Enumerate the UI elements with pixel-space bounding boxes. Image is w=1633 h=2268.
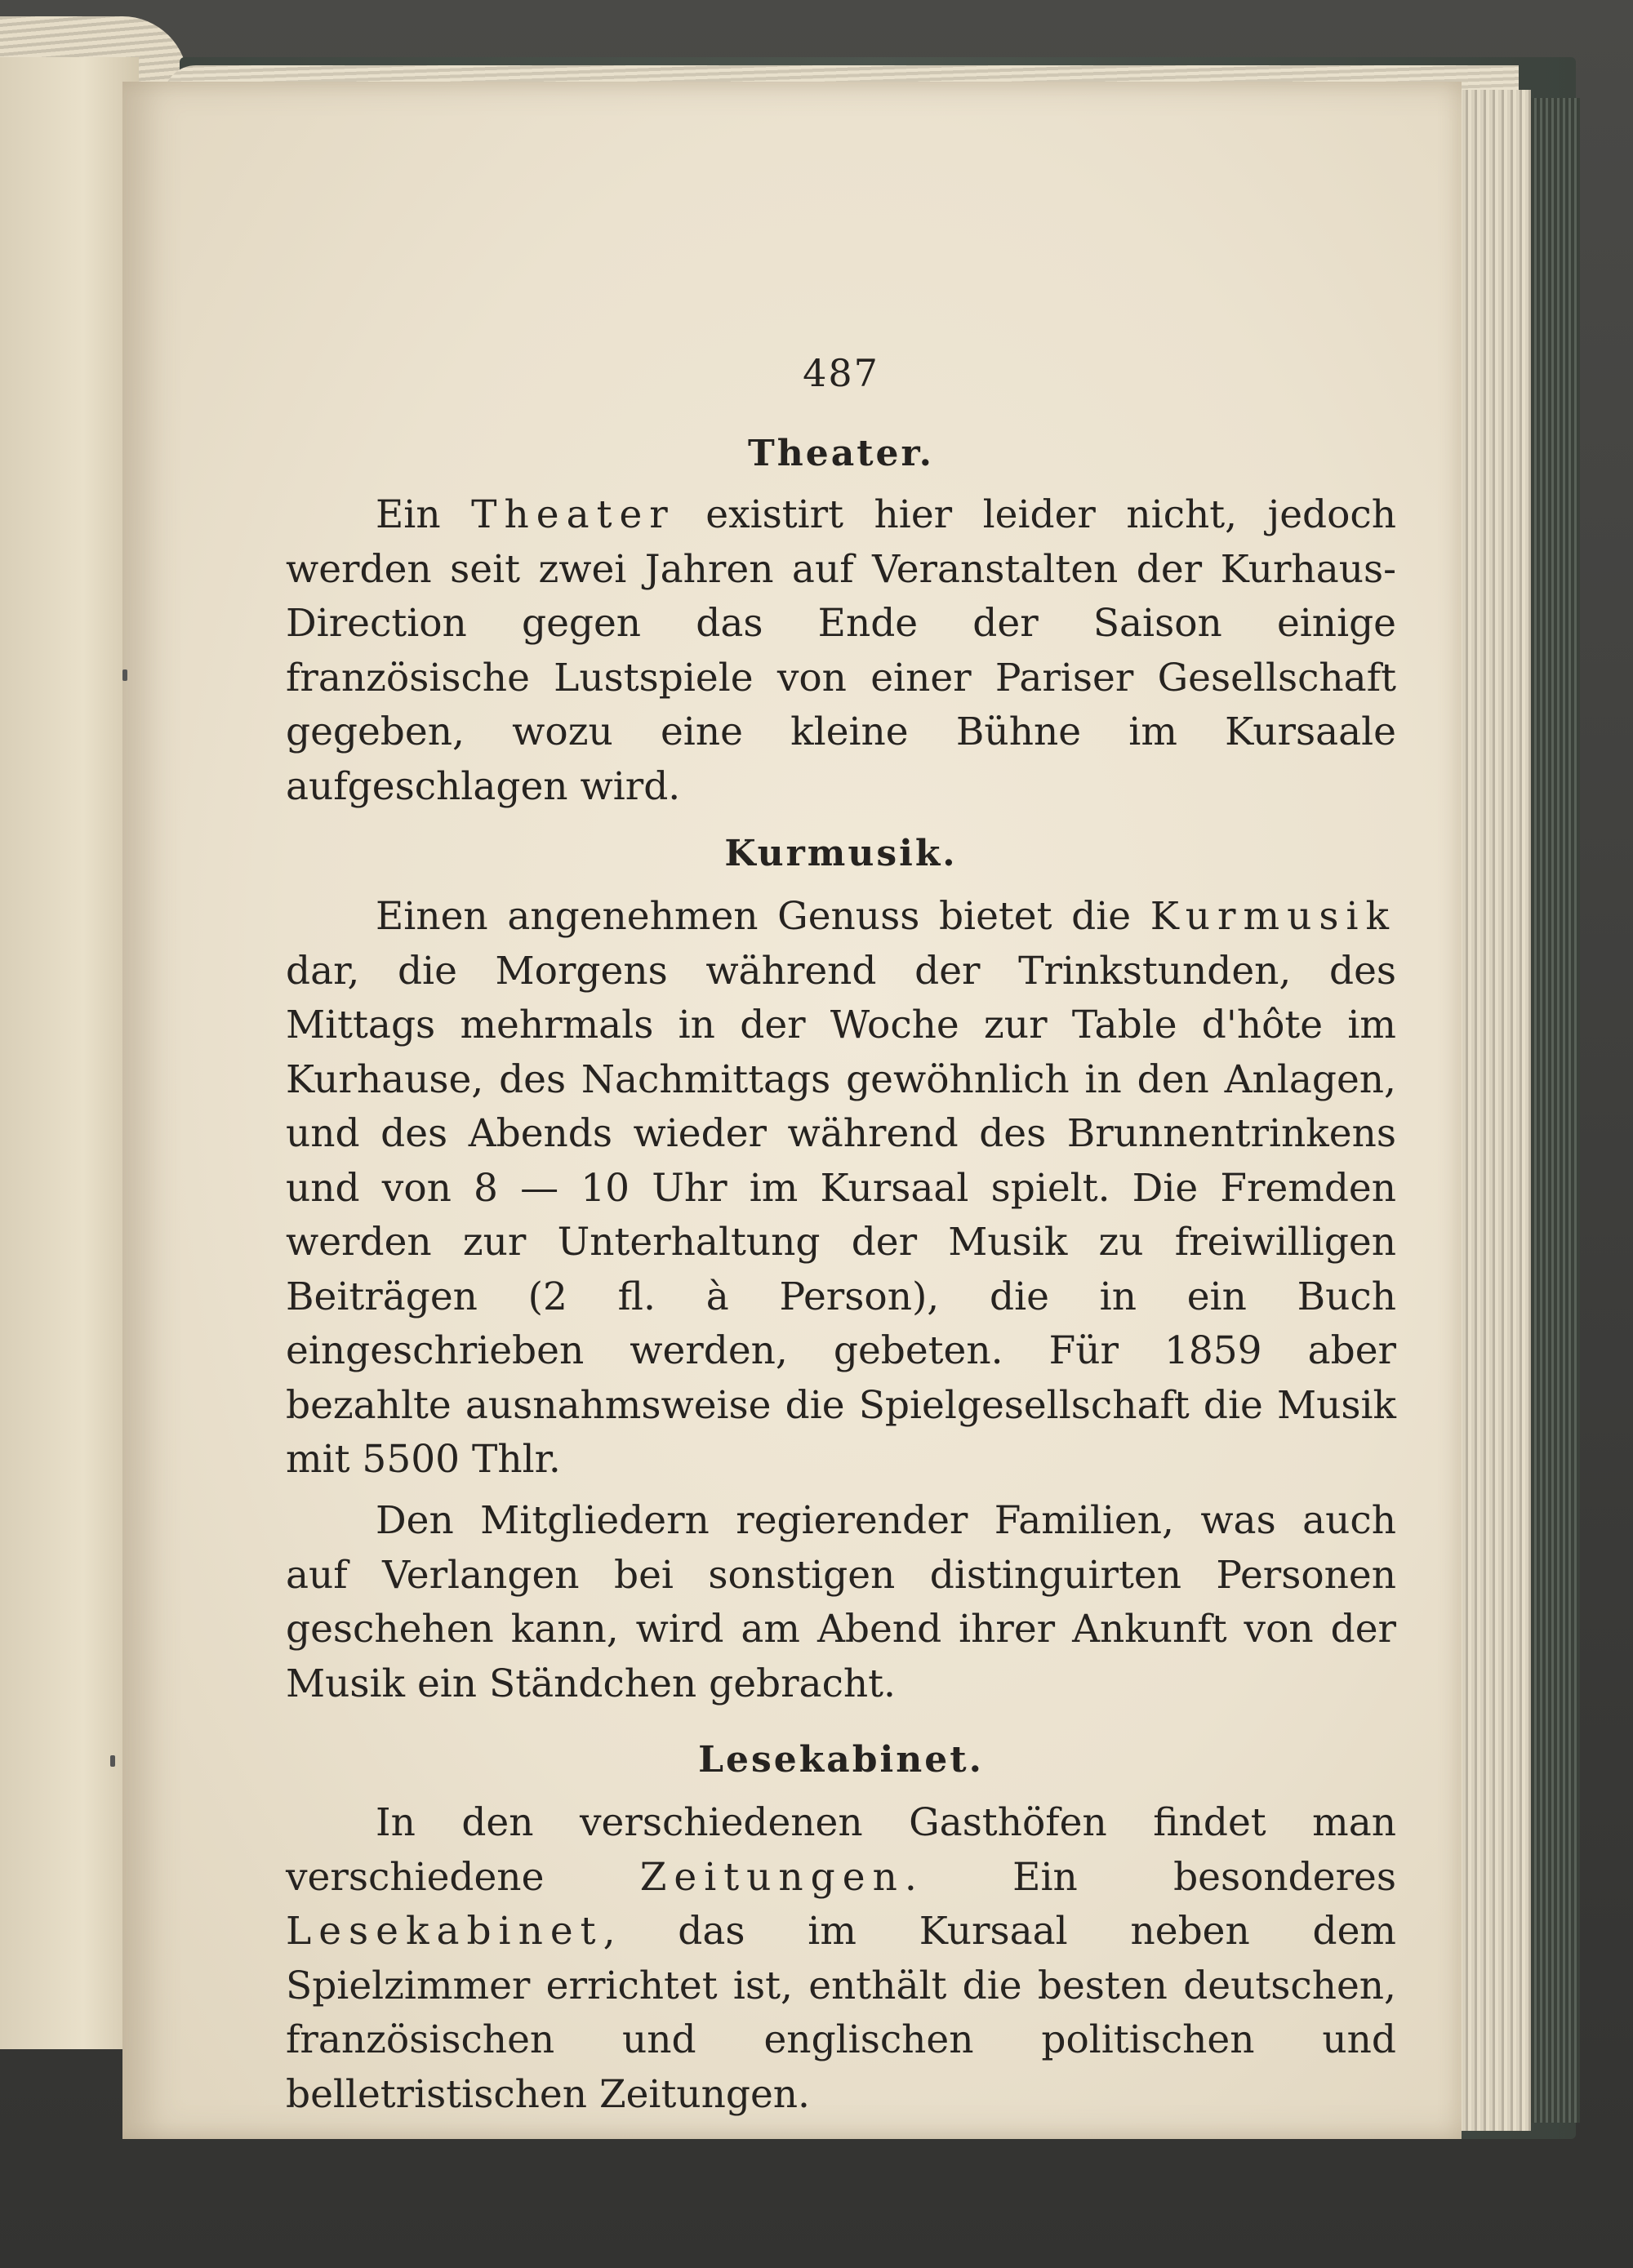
paragraph-lesekabinet: [286, 1796, 1396, 2122]
spaced-term: Kurmusik: [1150, 894, 1396, 939]
paragraph-theater: [286, 488, 1396, 814]
margin-mark: [122, 669, 127, 681]
text-run: , das im Kursaal neben dem Spielzimmer errichtet ist, enthält die besten deutschen, französischen und englischen politischen und belletristischen Zeitungen.: [286, 1909, 1396, 2117]
section-heading-kurmusik: Kurmusik.: [724, 833, 958, 874]
book-page: [122, 82, 1462, 2139]
section-heading-lesekabinet: Lesekabinet.: [698, 1739, 984, 1781]
text-run: Einen angenehmen Genuss bietet die: [376, 894, 1150, 939]
spaced-term: Lesekabinet: [286, 1909, 603, 1954]
text-run: Den Mitgliedern regierender Familien, was auch auf Verlangen bei sonstigen distinguirten Personen geschehen kann, wird am Abend ihrer Ankunft von der Musik ein Ständchen gebracht.: [286, 1498, 1396, 1706]
text-run: existirt hier leider nicht, jedoch werden seit zwei Jahren auf Veranstalten der Kurhaus-Direction gegen das Ende der Saison einige französische Lustspiele von einer Pariser Gesellschaft gegeben, wozu eine kleine Bühne im Kursaale aufgeschlagen wird.: [286, 492, 1397, 809]
page-number: 487: [803, 351, 879, 395]
margin-mark: [110, 1755, 115, 1767]
spaced-term: Zeitungen: [639, 1854, 905, 1900]
left-page: [0, 57, 139, 2049]
text-run: In den verschiedenen Gasthöfen findet man verschiedene: [286, 1800, 1396, 1900]
cover-spine-edge: [1523, 98, 1580, 2123]
page-side-edges: [1453, 90, 1531, 2131]
text-run: . Ein besonderes: [904, 1854, 1396, 1900]
spaced-term: Theater: [471, 492, 675, 537]
text-run: dar, die Morgens während der Trinkstunden, des Mittags mehrmals in der Woche zur Table d'hôte im Kurhause, des Nachmittags gewöhnlich in den Anlagen, und des Abends wieder während des Brunnentrinkens und von 8 — 10 Uhr im Kursaal spielt. Die Fremden werden zur Unterhaltung der Musik zu freiwilligen Beiträgen (2 fl. à Person), die in ein Buch eingeschrieben werden, gebeten. Für 1859 aber bezahlte ausnahmsweise die Spielgesellschaft die Musik mit 5500 Thlr.: [286, 948, 1396, 1482]
section-heading-theater: Theater.: [747, 433, 934, 474]
paragraph-kurmusik: [286, 890, 1396, 1488]
paragraph-staendchen: [286, 1494, 1396, 1711]
text-run: Ein: [376, 492, 472, 537]
